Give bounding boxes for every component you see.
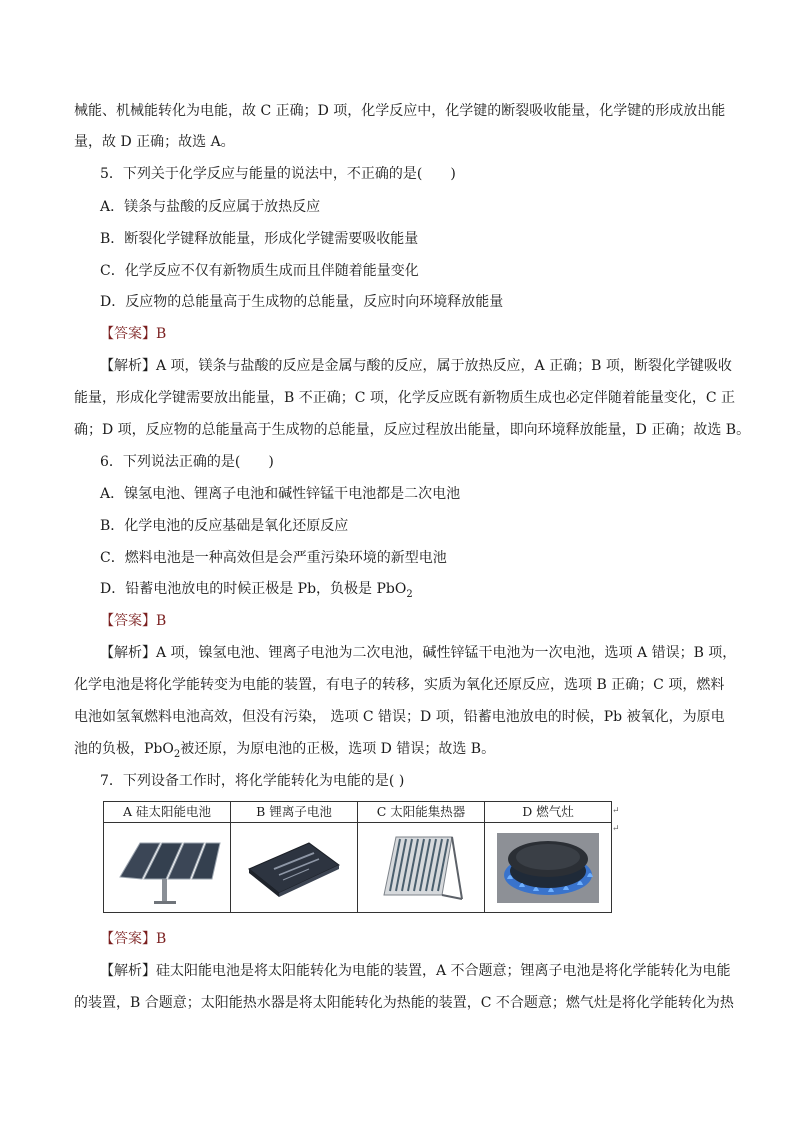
q5-option-c: C．化学反应不仅有新物质生成而且伴随着能量变化: [100, 263, 419, 279]
e6-4-sub: 2: [173, 748, 181, 760]
table-cell-c: [358, 802, 485, 912]
q5-answer: 【答案】B: [100, 326, 167, 342]
q6-explanation-4: [74, 740, 726, 764]
header-c: C 太阳能集热器: [358, 802, 484, 823]
q6d-text: D．铅蓄电池放电的时候正极是 Pb，负极是 PbO: [100, 581, 407, 597]
q6-explanation-1: 【解析】A 项，镍氢电池、锂离子电池为二次电池，碱性锌锰干电池为一次电池，选项 A 错误；B 项，: [100, 645, 737, 661]
e6-4-post: 被还原，为原电池的正极，选项 D 错误；故选 B。: [180, 741, 496, 757]
q5-option-a: A．镁条与盐酸的反应属于放热反应: [100, 199, 321, 215]
question-5: 5．下列关于化学反应与能量的说法中，不正确的是( ): [100, 166, 456, 182]
q7-explanation-2: 的装置，B 合题意；太阳能热水器是将太阳能转化为热能的装置，C 不合题意；燃气灶是将化学能转化为热: [74, 995, 734, 1011]
table-cell-a: [104, 802, 231, 912]
return-mark-2: ↵: [612, 824, 620, 834]
q6-option-a: A．镍氢电池、锂离子电池和碱性锌锰干电池都是二次电池: [100, 486, 461, 502]
line-1: 械能、机械能转化为电能，故 C 正确；D 项，化学反应中，化学键的断裂吸收能量，化学键的形成放出能: [74, 103, 726, 119]
q6-answer: 【答案】B: [100, 613, 167, 629]
solar-panel-image: [104, 823, 230, 912]
line-2: 量，故 D 正确；故选 A。: [74, 134, 235, 150]
q5-option-b: B．断裂化学键释放能量，形成化学键需要吸收能量: [100, 231, 419, 247]
lithium-battery-image: [231, 823, 357, 912]
header-b: B 锂离子电池: [231, 802, 357, 823]
q7-device-table: [103, 801, 612, 913]
q7-explanation-1: 【解析】硅太阳能电池是将太阳能转化为电能的装置，A 不合题意；锂离子电池是将化学能转化为电能: [100, 963, 731, 979]
q6-option-d: [100, 580, 752, 604]
q5-explanation-3: 确；D 项，反应物的总能量高于生成物的总能量，反应过程放出能量，即向环境释放能量，D 正确；故选 B。: [74, 422, 751, 438]
q6-option-c: C．燃料电池是一种高效但是会严重污染环境的新型电池: [100, 550, 447, 566]
gas-stove-image: [485, 823, 611, 912]
table-cell-b: [231, 802, 358, 912]
header-d: D 燃气灶: [485, 802, 611, 823]
q6d-subscript: 2: [406, 588, 413, 600]
e6-4-pre: 池的负极，PbO: [74, 741, 174, 757]
q5-explanation-1: 【解析】A 项，镁条与盐酸的反应是金属与酸的反应，属于放热反应，A 正确；B 项，断裂化学键吸收: [100, 358, 732, 374]
question-6: 6．下列说法正确的是( ): [100, 454, 274, 470]
q6-explanation-2: 化学电池是将化学能转变为电能的装置，有电子的转移，实质为氧化还原反应，选项 B 正确；C 项，燃料: [74, 677, 725, 693]
q5-explanation-2: 能量，形成化学键需要放出能量，B 不正确；C 项，化学反应既有新物质生成也必定伴随着能量变化，C 正: [74, 390, 736, 406]
question-7: 7．下列设备工作时，将化学能转化为电能的是( ): [100, 773, 405, 789]
q6-option-b: B．化学电池的反应基础是氧化还原反应: [100, 518, 349, 534]
solar-collector-image: [358, 823, 484, 912]
return-mark-1: ↵: [612, 806, 620, 816]
header-a: A 硅太阳能电池: [104, 802, 230, 823]
q6-explanation-3: 电池如氢氧燃料电池高效，但没有污染， 选项 C 错误；D 项，铅蓄电池放电的时候，Pb 被氧化，为原电: [74, 709, 725, 725]
q7-answer: 【答案】B: [100, 931, 167, 947]
table-cell-d: [485, 802, 611, 912]
q5-option-d: D．反应物的总能量高于生成物的总能量，反应时向环境释放能量: [100, 294, 504, 310]
